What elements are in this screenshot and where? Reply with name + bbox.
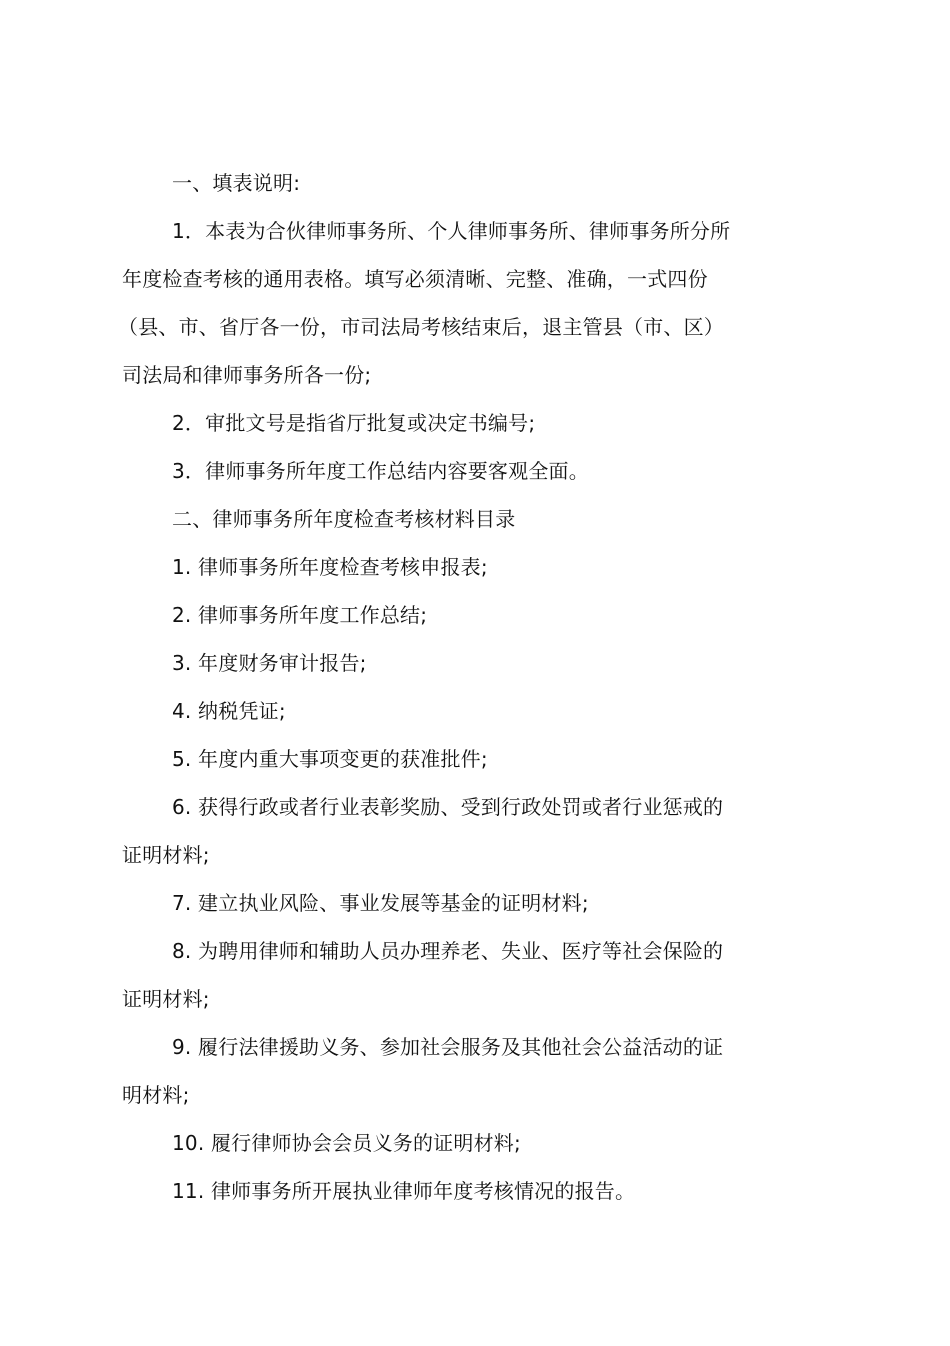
section1-item1-line4: 司法局和律师事务所各一份;: [122, 363, 372, 387]
section2-item8-line2: 证明材料;: [122, 987, 210, 1011]
section2-item9-line2: 明材料;: [122, 1083, 190, 1107]
section2-item8-line1: 8. 为聘用律师和辅助人员办理养老、失业、医疗等社会保险的: [172, 939, 724, 963]
section2-item10: 10. 履行律师协会会员义务的证明材料;: [172, 1131, 521, 1155]
section1-item1-line1: 1．本表为合伙律师事务所、个人律师事务所、律师事务所分所: [172, 219, 731, 243]
section2-item3: 3. 年度财务审计报告;: [172, 651, 367, 675]
section1-item1-line2: 年度检查考核的通用表格。填写必须清晰、完整、准确，一式四份: [122, 267, 708, 291]
section2-item2: 2. 律师事务所年度工作总结;: [172, 603, 428, 627]
section2-item9-line1: 9. 履行法律援助义务、参加社会服务及其他社会公益活动的证: [172, 1035, 724, 1059]
section2-item6-line1: 6. 获得行政或者行业表彰奖励、受到行政处罚或者行业惩戒的: [172, 795, 724, 819]
section1-heading: 一、填表说明:: [172, 171, 301, 195]
section2-item7: 7. 建立执业风险、事业发展等基金的证明材料;: [172, 891, 589, 915]
section1-item2: 2．审批文号是指省厅批复或决定书编号;: [172, 411, 536, 435]
section2-item11: 11. 律师事务所开展执业律师年度考核情况的报告。: [172, 1179, 636, 1203]
section1-item1-line3: （县、市、省厅各一份，市司法局考核结束后，退主管县（市、区）: [118, 315, 724, 339]
section2-item5: 5. 年度内重大事项变更的获准批件;: [172, 747, 488, 771]
section2-heading: 二、律师事务所年度检查考核材料目录: [172, 507, 516, 531]
section2-item1: 1. 律师事务所年度检查考核申报表;: [172, 555, 488, 579]
section1-item3: 3．律师事务所年度工作总结内容要客观全面。: [172, 459, 589, 483]
section2-item4: 4. 纳税凭证;: [172, 699, 286, 723]
section2-item6-line2: 证明材料;: [122, 843, 210, 867]
